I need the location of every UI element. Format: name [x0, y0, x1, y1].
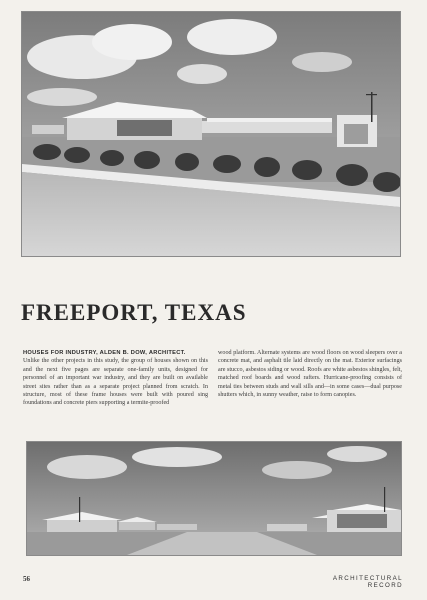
body-column-right [218, 349, 402, 399]
body-paragraph-left: Unlike the other projects in this study, the group of houses shown on this and the next five pages are separate one-family units, designed for personnel of an important war industry, and they are built on available street sites rather than as a separate project planned from scratch. In structure, most of these frame houses were built with poured sing foundations and concrete piers supporting a termite-proofed [23, 358, 208, 407]
body-paragraph-right: wood platform. Alternate systems are wood floors on wood sleepers over a concrete mat, and asphalt tile laid directly on the mat. Exterior surfacings are stucco, asbestos siding or wood. Roofs are white asbestos shingles, felt, matched roof boards and wood rafters. Hurricane-proofing consists of metal ties between studs and wall sills and—in some cases—dual purpose shutters which, in sunny weather, raise to form canopies. [218, 350, 402, 399]
photo-house-row-street [21, 11, 401, 257]
page-number: 56 [23, 575, 30, 583]
photo-street-view [26, 441, 402, 556]
article-title: FREEPORT, TEXAS [21, 300, 247, 325]
journal-name: ARCHITECTURAL RECORD [332, 575, 403, 589]
body-column-left [23, 349, 208, 408]
section-heading: HOUSES FOR INDUSTRY, ALDEN B. DOW, ARCHITECT. [23, 350, 186, 356]
